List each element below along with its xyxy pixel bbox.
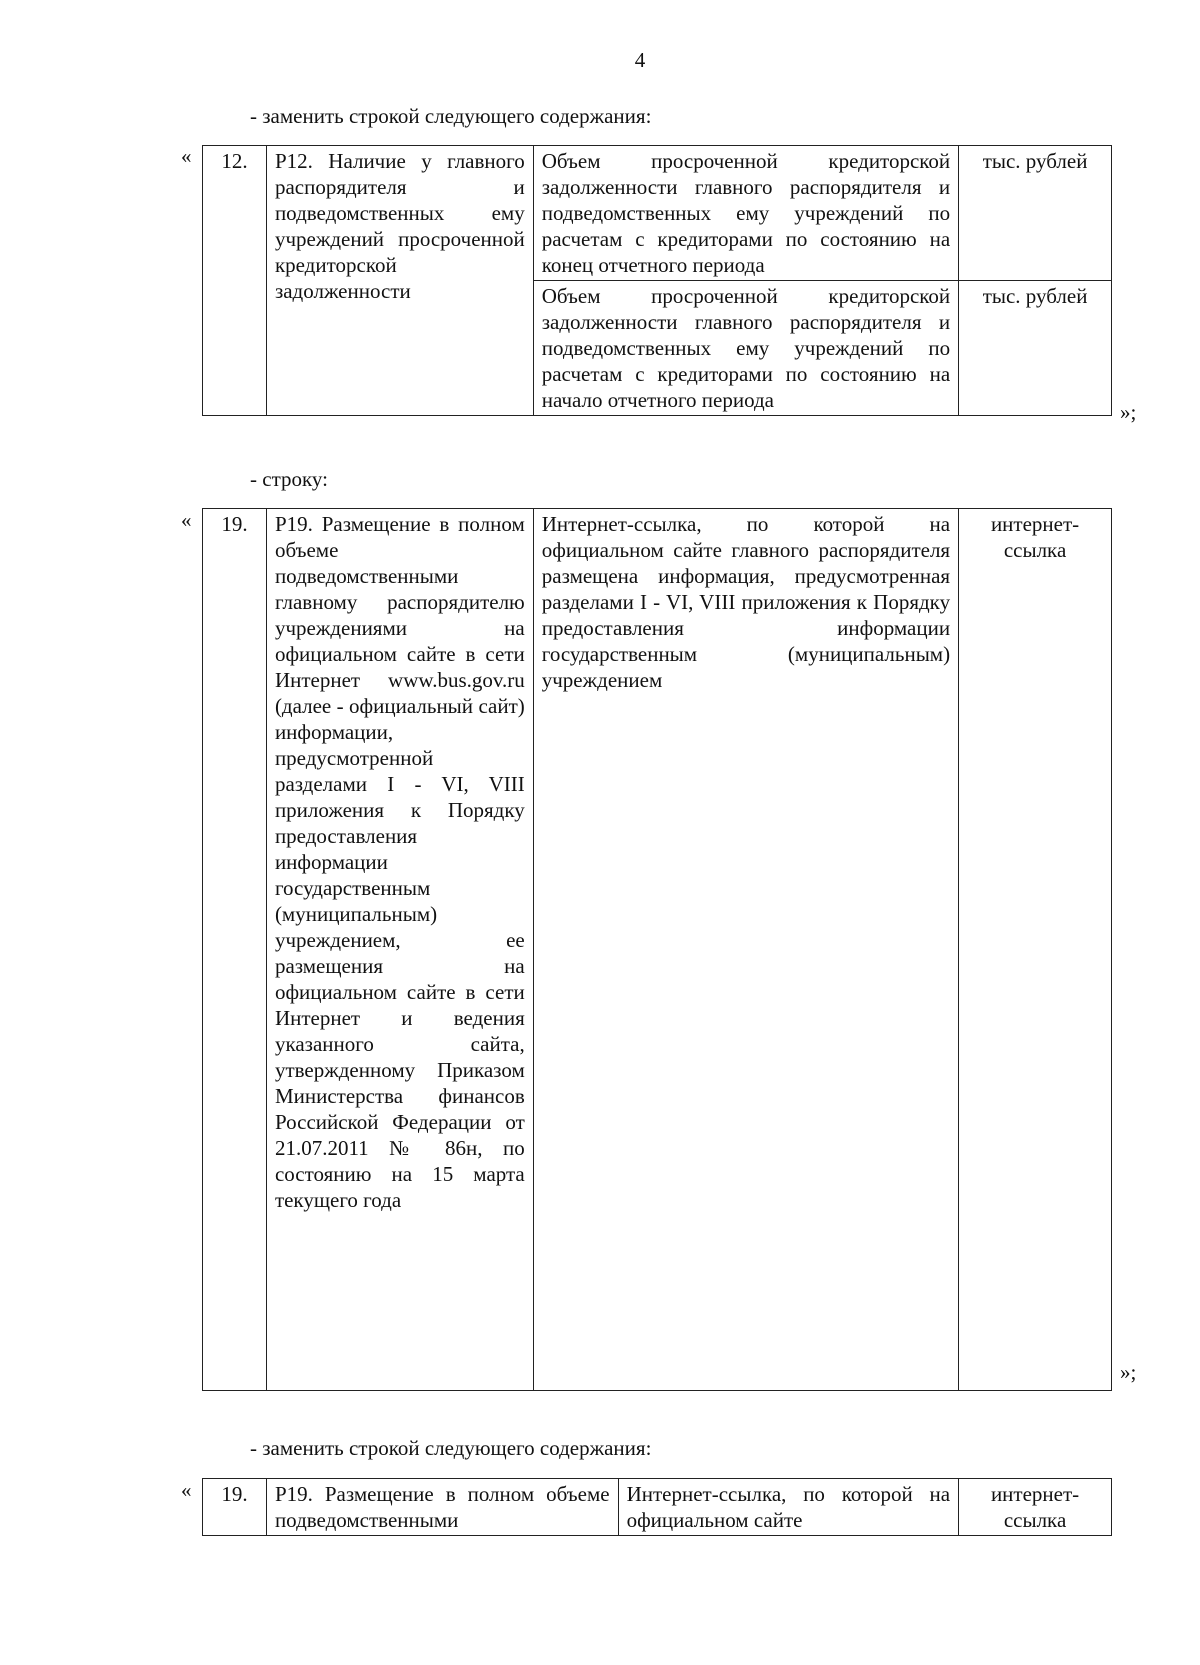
section-1-quote-open: « (181, 144, 192, 168)
page-number: 4 (634, 48, 646, 72)
section-2-table (202, 508, 1112, 1391)
section-3-table (202, 1478, 1112, 1536)
section-3-intro: - заменить строкой следующего содержания: (250, 1436, 652, 1460)
section-1-intro: - заменить строкой следующего содержания: (250, 104, 652, 128)
section-2-quote-close: »; (1120, 1360, 1137, 1384)
measure-description: Интернет-ссылка, по которой на официальном сайте главного распорядителя размещена информация, предусмотренная разделами I - VI, VIII приложения к Порядку предоставления информации государственным (муниципальным) учреждением (533, 509, 958, 1391)
indicator-cell: Р19. Размещение в полном объеме подведомственными (266, 1479, 618, 1536)
measure-unit: тыс. рублей (959, 146, 1112, 281)
row-number: 19. (203, 509, 267, 1391)
section-1-table (202, 145, 1112, 416)
indicator-cell: Р12. Наличие у главного распорядителя и подведомственных ему учреждений просроченной кредиторской задолженности (266, 146, 533, 416)
section-3-quote-open: « (181, 1478, 192, 1502)
table-row (203, 146, 1112, 281)
measure-description: Объем просроченной кредиторской задолженности главного распорядителя и подведомственных ему учреждений по расчетам с кредиторами по состоянию на конец отчетного периода (533, 146, 958, 281)
measure-description: Интернет-ссылка, по которой на официальном сайте (618, 1479, 959, 1536)
measure-unit: тыс. рублей (959, 281, 1112, 416)
table-row (203, 1479, 1112, 1536)
section-2-quote-open: « (181, 508, 192, 532)
section-2-intro: - строку: (250, 467, 328, 491)
measure-unit: интернет-ссылка (959, 509, 1112, 1391)
measure-unit: интернет-ссылка (959, 1479, 1112, 1536)
section-1-quote-close: »; (1120, 400, 1137, 424)
row-number: 12. (203, 146, 267, 416)
row-number: 19. (203, 1479, 267, 1536)
indicator-cell: Р19. Размещение в полном объеме подведомственными главному распорядителю учреждениями на официальном сайте в сети Интернет www.bus.gov.ru (далее - официальный сайт) информации, предусмотренной разделами I - VI, VIII приложения к Порядку предоставления информации государственным (муниципальным) учреждением, ее размещения на официальном сайте в сети Интернет и ведения указанного сайта, утвержденному Приказом Министерства финансов Российской Федерации от 21.07.2011 № 86н, по состоянию на 15 марта текущего года (266, 509, 533, 1391)
measure-description: Объем просроченной кредиторской задолженности главного распорядителя и подведомственных ему учреждений по расчетам с кредиторами по состоянию на начало отчетного периода (533, 281, 958, 416)
table-row (203, 509, 1112, 1391)
